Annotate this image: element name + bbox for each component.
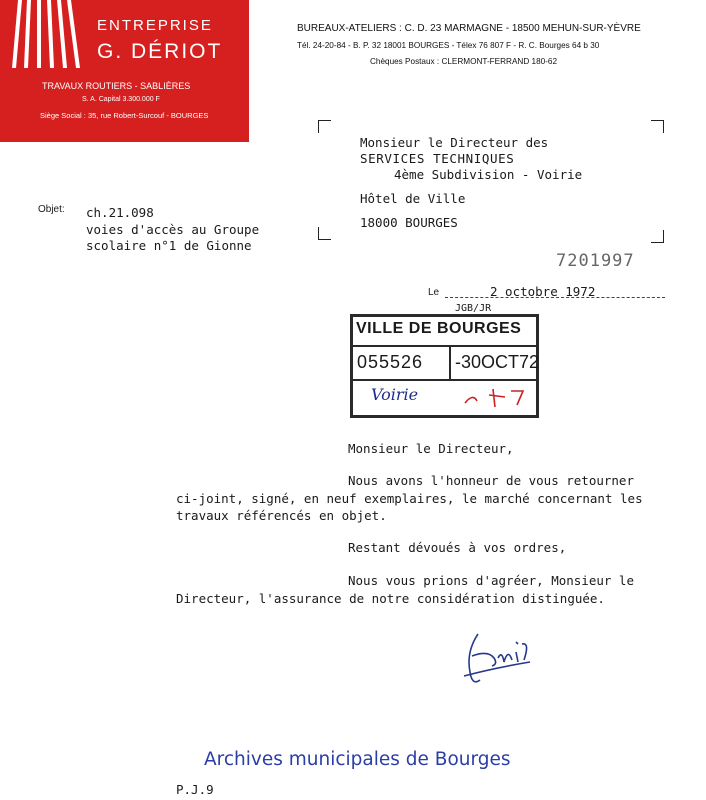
date-prefix: Le [428, 287, 440, 298]
window-corner-br [651, 230, 664, 243]
window-corner-tl [318, 120, 331, 133]
body-p1-line-2: ci-joint, signé, en neuf exemplaires, le marché concernant les [176, 491, 643, 506]
object-line-2: voies d'accès au Groupe [86, 222, 260, 237]
company-capital: S. A. Capital 3.300.000 F [82, 96, 160, 103]
header-cheques: Chèques Postaux : CLERMONT-FERRAND 180-62 [370, 57, 558, 66]
company-activity: TRAVAUX ROUTIERS - SABLIÈRES [42, 81, 191, 91]
letterhead-block [0, 0, 249, 142]
company-label: ENTREPRISE [97, 17, 213, 34]
stamp-service: Voirie [371, 385, 419, 404]
stamp-divider-2 [353, 379, 536, 381]
recipient-line-1: Monsieur le Directeur des [360, 135, 549, 150]
stamp-divider-1 [353, 345, 536, 347]
object-line-3: scolaire n°1 de Gionne [86, 238, 252, 253]
enclosure: P.J.9 [176, 782, 214, 797]
stamp-handwritten-mark [463, 385, 533, 409]
body-p3-line-2: Directeur, l'assurance de notre considération distinguée. [176, 591, 605, 606]
stamp-date: -30OCT72 [455, 352, 540, 372]
signature-image [458, 622, 538, 692]
recipient-line-3: 4ème Subdivision - Voirie [394, 167, 583, 182]
stamp-title: VILLE DE BOURGES [356, 320, 522, 337]
body-p2: Restant dévoués à vos ordres, [348, 540, 567, 555]
recipient-line-4: Hôtel de Ville [360, 191, 466, 206]
initials: JGB/JR [455, 303, 492, 314]
body-p3-line-1: Nous vous prions d'agréer, Monsieur le [348, 573, 634, 588]
received-stamp [350, 314, 539, 418]
body-p1-line-3: travaux référencés en objet. [176, 508, 387, 523]
object-ref: ch.21.098 [86, 205, 154, 220]
body-p1-line-1: Nous avons l'honneur de vous retourner [348, 473, 634, 488]
head-office: Siège Social : 35, rue Robert-Surcouf - BOURGES [40, 111, 209, 120]
stamp-divider-v [449, 345, 451, 379]
salutation: Monsieur le Directeur, [348, 441, 514, 456]
archive-watermark: Archives municipales de Bourges [204, 749, 511, 770]
company-name: G. DÉRIOT [97, 40, 223, 63]
window-corner-tr [651, 120, 664, 133]
recipient-line-5: 18000 BOURGES [360, 215, 458, 230]
register-number: 7201997 [556, 251, 635, 271]
header-bureaux: BUREAUX-ATELIERS : C. D. 23 MARMAGNE - 18500 MEHUN-SUR-YÈVRE [297, 23, 641, 34]
object-label: Objet: [38, 204, 65, 215]
stamp-number: 055526 [357, 352, 424, 372]
window-corner-bl [318, 227, 331, 240]
logo-stripes-icon [10, 0, 84, 68]
recipient-line-2: SERVICES TECHNIQUES [360, 151, 515, 166]
date-value: 2 octobre 1972 [490, 284, 596, 299]
header-contacts: Tél. 24-20-84 - B. P. 32 18001 BOURGES - Télex 76 807 F - R. C. Bourges 64 b 30 [297, 41, 600, 50]
